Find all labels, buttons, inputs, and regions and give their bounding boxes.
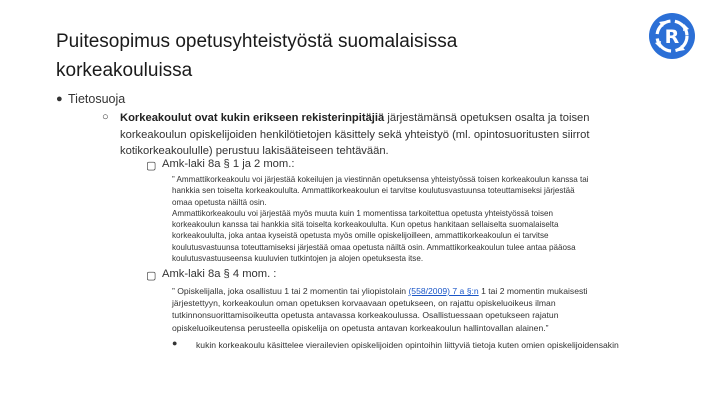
quote-line: hankkia sen toiselta korkeakoululta. Ammattikorkeakoulun ei tarvitse koulutusvastuunsa toteuttamiseksi järjestää: [172, 186, 575, 196]
circle-marker: ○: [102, 111, 109, 123]
bullet-dot: ●: [56, 93, 63, 105]
quote-line: ” Ammattikorkeakoulu voi järjestää kokeilujen ja viestinnän opetuksensa yhteistyössä toisen korkeakoulun kanssa tai: [172, 175, 589, 184]
quote-line: Ammattikorkeakoulu voi järjestää myös muuta kuin 1 momentissa tarkoitettua opetusta yhteistyössä toisen: [172, 208, 554, 218]
quote-line: koulutusvastuunsa toteuttamiseksi järjestää omaa opetusta näiltä osin. Ammattikorkeakoulun tulee antaa pääosa: [172, 242, 576, 252]
quote-line: korkeakoululta, joka antaa kyseistä opetusta myös omille opiskelijoilleen, ammattikorkeakoulun ei tarvitse: [172, 231, 549, 241]
quote-line: järjestettyyn, korkeakoulun oman opetuksen korvaavaan opetukseen, on rajattu opiskeluoikeus ilman: [172, 298, 556, 309]
quote-line: opiskeluoikeutensa perusteella opiskelija on opetusta antavan korkeakoulun hallintovallan alainen.”: [172, 322, 549, 333]
quote-line: koulutusvastuuseensa kuuluvien tutkintojen ja alojen opetuksesta itse.: [172, 254, 424, 264]
quote-line: korkeakoulun kanssa tai hankkia sitä toiselta korkeakoululta. Kun opetus hankitaan sellaiselta suomalaiselta: [172, 220, 559, 230]
law-reference-link[interactable]: (558/2009) 7 a §:n: [408, 286, 479, 296]
bullet-dot: ●: [172, 338, 178, 348]
title-line-1: Puitesopimus opetusyhteistyöstä suomalaisissa: [56, 31, 458, 52]
square-marker: ▢: [146, 270, 157, 282]
quote-after-link: 1 tai 2 momentin mukaisesti: [478, 286, 588, 296]
title-line-2: korkeakouluissa: [56, 60, 193, 81]
quote-start: ” Opiskelijalla, joka osallistuu 1 tai 2 momentin tai yliopistolain: [172, 286, 409, 296]
square-marker: ▢: [146, 160, 157, 172]
sub-point: kukin korkeakoulu käsittelee vierailevien opiskelijoiden opintoihin liittyviä tietoja kuten omien opiskelijoidensakin: [196, 340, 619, 350]
svg-text:R: R: [664, 26, 680, 48]
law2-title: Amk-laki 8a § 4 mom. :: [162, 268, 277, 280]
recycle-r-logo-icon: [648, 12, 696, 60]
law1-title: Amk-laki 8a § 1 ja 2 mom.:: [162, 158, 295, 170]
section-title: Tietosuoja: [68, 92, 126, 106]
quote-line: omaa opetusta näiltä osin.: [172, 197, 267, 207]
main-point-bold: Korkeakoulut ovat kukin erikseen rekisterinpitäjiä: [120, 112, 385, 124]
law2-quote: [172, 285, 672, 334]
main-point: [120, 110, 620, 160]
quote-line: [172, 285, 672, 297]
slide-title: [56, 27, 616, 85]
law1-quote: [172, 174, 682, 264]
main-point-rest: järjestämänsä opetuksen osalta ja toisen korkeakoulun opiskelijoiden henkilötietojen käsittely sekä yhteistyö (ml. opintosuoritusten siirrot kotikorkeakoululle) perustuu lakisääteiseen tehtävään.: [120, 112, 590, 157]
quote-line: tutkinnonsuorittamisoikeutta opetusta antavassa korkeakoulussa. Osallistuessaan opetukseen rajatun: [172, 310, 559, 321]
